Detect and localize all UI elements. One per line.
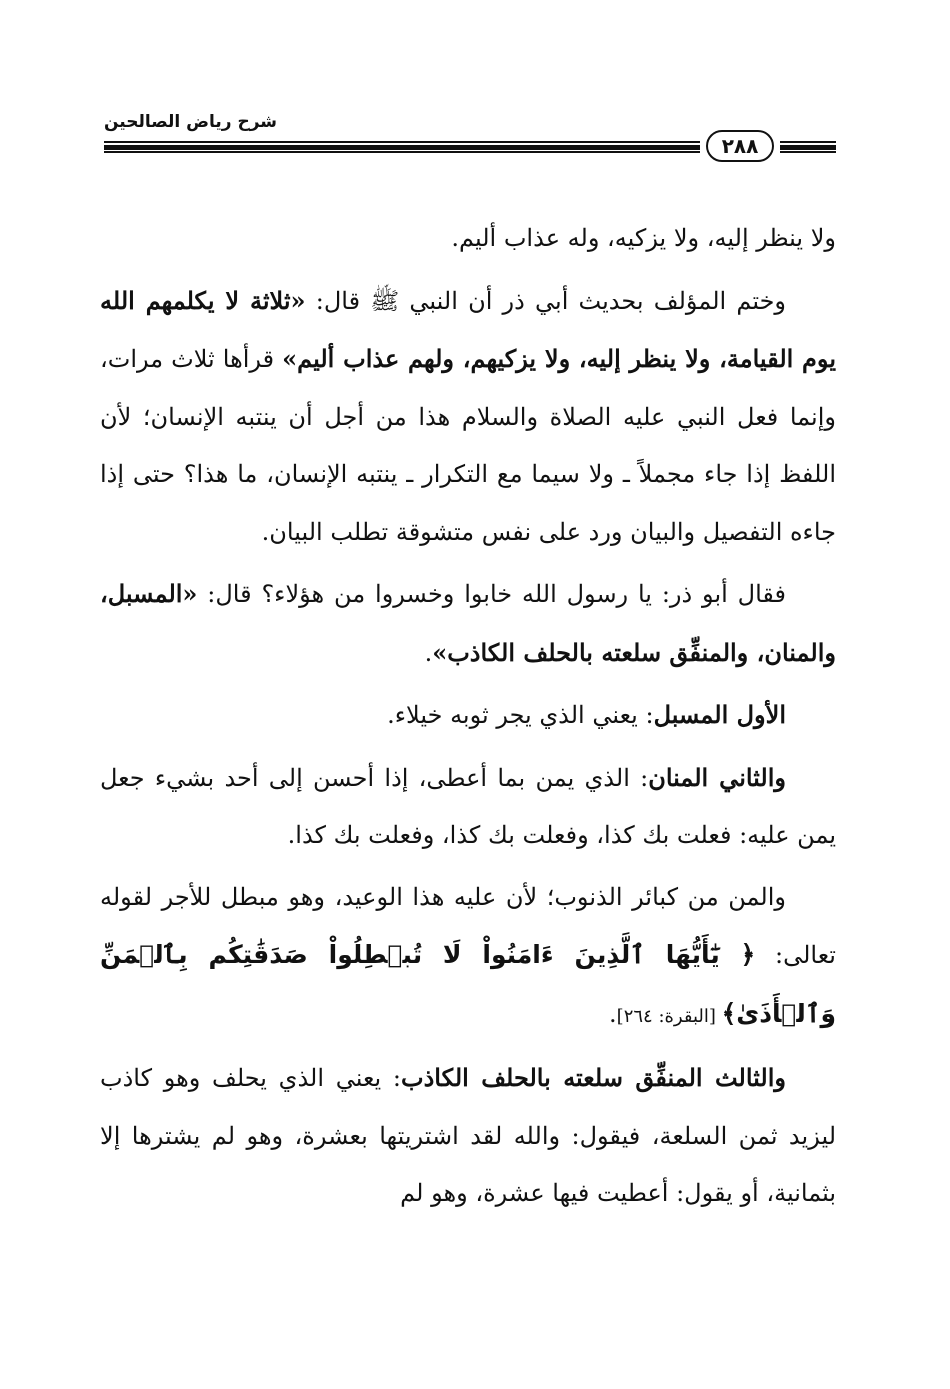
term-heading: والثالث المنفِّق سلعته بالحلف الكاذب [400, 1063, 786, 1092]
header-rule-line-middle [780, 145, 836, 150]
paragraph-second [100, 749, 836, 865]
paragraph-text: : يعني الذي يحلف وهو كاذب ليزيد ثمن السلعة، فيقول: والله لقد اشتريتها بعشرة، وهو لم يشترها إلا بثمانية، أو يقول: أعطيت فيها عشرة، وهو لم [100, 1064, 836, 1207]
header-rule-line-bottom [104, 151, 700, 153]
paragraph-text: : يعني الذي يجر ثوبه خيلاء. [387, 701, 654, 729]
paragraph-text: ولا ينظر إليه، ولا يزكيه، وله عذاب أليم. [451, 224, 836, 252]
hadith-quote: «ثلاثة لا يكلمهم الله يوم القيامة، ولا ينظر إليه، ولا يزكيهم، ولهم عذاب أليم» [100, 285, 836, 373]
paragraph-text: وختم المؤلف بحديث أبي ذر أن النبي ﷺ قال: [305, 286, 786, 315]
paragraph-first [100, 686, 836, 745]
header-rule-left [104, 141, 700, 153]
paragraph-text: قرأها ثلاث مرات، وإنما فعل النبي عليه الصلاة والسلام هذا من أجل أن ينتبه الإنسان؛ لأن اللفظ إذا جاء مجملاً ـ ولا سيما مع التكرار ـ ينتبه الإنسان، ما هذا؟ حتى إذا جاءه التفصيل والبيان ورد على نفس متشوقة تطلب البيان. [100, 345, 836, 546]
paragraph-text: . [424, 638, 433, 667]
hadith-quote: «المسبل، والمنان، والمنفِّق سلعته بالحلف الكاذب» [100, 579, 836, 667]
paragraph-third [100, 1049, 836, 1223]
header-rule-line-top [104, 141, 700, 143]
header-rule-right [780, 141, 836, 153]
paragraph-continuation [100, 210, 836, 268]
quran-verse: ﴿ يَٰٓأَيُّهَا ٱلَّذِينَ ءَامَنُواْ لَا تُبۡطِلُواْ صَدَقَٰتِكُم بِٱلۡمَنِّ وَٱلۡأَذَىٰ﴾ [100, 940, 836, 1028]
term-heading: الأول المسبل [653, 700, 786, 729]
page-number-badge: ٢٨٨ [706, 130, 774, 162]
header-rule-line-top [780, 141, 836, 143]
paragraph-text: والمن من كبائر الذنوب؛ لأن عليه هذا الوعيد، وهو مبطل للأجر لقوله تعالى: [100, 882, 836, 969]
page-body [100, 210, 836, 1223]
paragraph-text: : الذي يمن بما أعطى، إذا أحسن إلى أحد بشيء جعل يمن عليه: فعلت بك كذا، وفعلت بك كذا، وفعلت بك كذا. [100, 763, 836, 849]
paragraph-mann [100, 869, 836, 1046]
paragraph-text: . [609, 999, 617, 1028]
term-heading: والثاني المنان [648, 762, 786, 792]
paragraph-question [100, 565, 836, 682]
paragraph-text: فقال أبو ذر: يا رسول الله خابوا وخسروا من هؤلاء؟ قال: [197, 580, 786, 608]
verse-reference: [البقرة: ٢٦٤] [616, 1005, 722, 1027]
running-header-title: شرح رياض الصالحين [104, 112, 278, 132]
header-rule-line-bottom [780, 151, 836, 153]
paragraph-hadith [100, 272, 836, 562]
header-rule-line-middle [104, 145, 700, 150]
